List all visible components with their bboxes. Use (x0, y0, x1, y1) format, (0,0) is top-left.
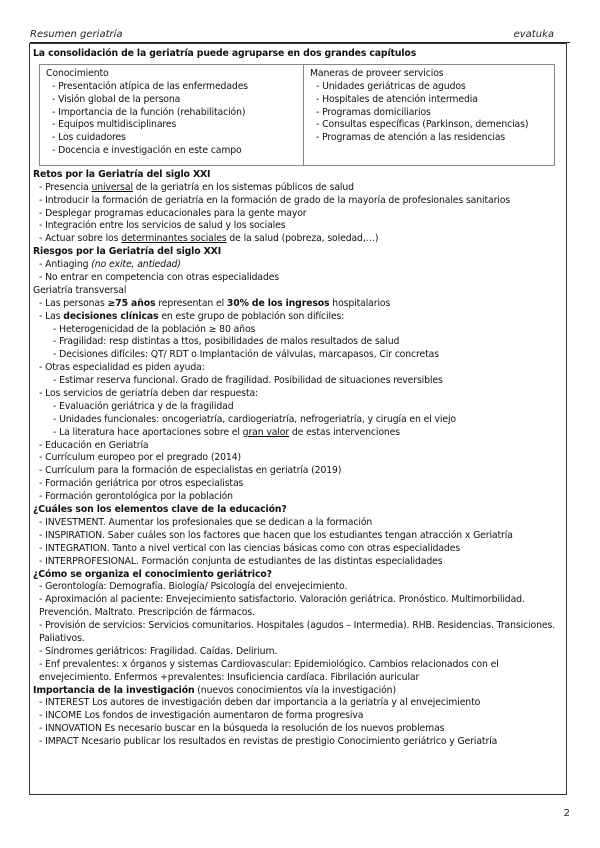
list-item: - Introducir la formación de geriatría en la formación de grado de la mayoría de profesionales sanitarios (39, 194, 511, 206)
list-item: - Síndromes geriátricos: Fragilidad. Caídas. Delirium. (39, 645, 278, 657)
section-title-educacion: ¿Cuáles son los elementos clave de la educación? (33, 504, 287, 516)
sub-list-item: - Unidades funcionales: oncogeriatría, cardiogeriatría, nefrogeriatría, y cirugía en el viejo (53, 413, 456, 425)
sub-list-item: - Estimar reserva funcional. Grado de fragilidad. Posibilidad de situaciones reversibles (53, 375, 443, 387)
list-item: - Los servicios de geriatría deben dar respuesta: (39, 388, 259, 400)
list-item: - Currículum europeo por el pregrado (2014) (39, 452, 242, 464)
list-item: - Integración entre los servicios de salud y los sociales (39, 220, 286, 232)
sub-list-item: - Decisiones difíciles: QT/ RDT o Implantación de válvulas, marcapasos, Cir concretas (53, 349, 439, 361)
list-item: - INCOME Los fondos de investigación aumentaron de forma progresiva (39, 710, 364, 722)
list-item: - No entrar en competencia con otras especialidades (39, 272, 280, 284)
list-item: - Equipos multidisciplinares (52, 119, 177, 131)
list-item: - Visión global de la persona (52, 93, 181, 105)
two-column-box (39, 64, 555, 166)
page-number: 2 (563, 808, 570, 819)
section-title-transversal: Geriatría transversal (33, 284, 127, 296)
list-item: - INTERPROFESIONAL. Formación conjunta de estudiantes de las distintas especialidades (39, 555, 443, 567)
list-item: - Provisión de servicios: Servicios comunitarios. Hospitales (agudos – Intermedia). RHB. Residencias. Transiciones. Paliativos. (39, 620, 556, 644)
list-item: - Las decisiones clínicas en este grupo de población son difíciles: (39, 310, 345, 322)
list-item: - IMPACT Ncesario publicar los resultados en revistas de prestigio Conocimiento geriátrico y Geriatría (39, 736, 498, 748)
section-title-retos: Retos por la Geriatría del siglo XXI (33, 168, 211, 180)
list-item: - Programas de atención a las residencias (316, 132, 506, 144)
list-item: - Aproximación al paciente: Envejecimiento satisfactorio. Valoración geriátrica. Pronóstico. Multimorbilidad. Prevención. Maltrato. Prescripción de fármacos. (39, 594, 525, 619)
list-item: - Presentación atípica de las enfermedades (52, 80, 249, 92)
header-author: evatuka (513, 29, 554, 40)
list-item: - Antiaging (no exite, antiedad) (39, 259, 181, 271)
column-servicios (304, 65, 554, 165)
list-item: - Enf prevalentes: x órganos y sistemas Cardiovascular: Epidemiológico. Cambios relacionados con el envejecimiento. Enfermos +prevalentes: Insuficiencia cardíaca. Fibrilación auricular (39, 658, 499, 683)
list-item: - Educación en Geriatría (39, 439, 149, 451)
column-conocimiento (40, 65, 304, 165)
list-item: - Currículum para la formación de especialistas en geriatría (2019) (39, 465, 342, 477)
list-item: - INTEREST Los autores de investigación deben dar importancia a la geriatría y al envejecimiento (39, 697, 481, 709)
header-title: Resumen geriatría (30, 29, 123, 40)
list-item: - Hospitales de atención intermedia (316, 93, 478, 105)
list-item: - Las personas ≥75 años representan el 30% de los ingresos hospitalarios (39, 297, 391, 309)
list-item: - Gerontología: Demografía. Biología/ Psicología del envejecimiento. (39, 581, 348, 593)
section-title-consolidacion: La consolidación de la geriatría puede agruparse en dos grandes capítulos (33, 48, 417, 59)
list-item: - Otras especialidad es piden ayuda: (39, 362, 205, 374)
section-title-riesgos: Riesgos por la Geriatría del siglo XXI (33, 246, 222, 258)
list-item: - INTEGRATION. Tanto a nivel vertical con las ciencias básicas como con otras especialidades (39, 542, 461, 554)
sub-list-item: - Heterogenicidad de la población ≥ 80 años (53, 323, 256, 335)
list-item: - Docencia e investigación en este campo (52, 145, 242, 157)
content-frame (29, 43, 567, 795)
list-item: - Formación gerontológica por la población (39, 491, 233, 503)
list-item: - INSPIRATION. Saber cuáles son los factores que hacen que los estudiantes tengan atracción x Geriatría (39, 529, 513, 541)
list-item: - Programas domiciliarios (316, 106, 431, 118)
list-item: - INVESTMENT. Aumentar los profesionales que se dedican a la formación (39, 516, 373, 528)
list-item: - Unidades geriátricas de agudos (316, 80, 466, 92)
list-item: - Formación geriátrica por otros especialistas (39, 478, 244, 490)
sub-list-item: - Fragilidad: resp distintas a ttos, posibilidades de malos resultados de salud (53, 336, 400, 348)
sub-list-item: - Evaluación geriátrica y de la fragilidad (53, 400, 234, 412)
column-title: Maneras de proveer servicios (310, 67, 444, 79)
page-header (30, 29, 570, 43)
list-item: - Actuar sobre los determinantes sociales de la salud (pobreza, soledad,…) (39, 233, 379, 245)
sub-list-item: - La literatura hace aportaciones sobre el gran valor de estas intervenciones (53, 426, 401, 438)
column-title: Conocimiento (46, 67, 109, 79)
section-title-investigacion: Importancia de la investigación (nuevos conocimientos vía la investigación) (33, 684, 396, 696)
list-item: - Importancia de la función (rehabilitación) (52, 106, 246, 118)
list-item: - INNOVATION Es necesario buscar en la búsqueda la resolución de los nuevos problemas (39, 723, 445, 735)
list-item: - Consultas específicas (Parkinson, demencias) (316, 119, 529, 131)
list-item: - Presencia universal de la geriatría en los sistemas públicos de salud (39, 181, 354, 193)
list-item: - Desplegar programas educacionales para la gente mayor (39, 207, 307, 219)
list-item: - Los cuidadores (52, 132, 126, 144)
section-title-conocimiento: ¿Cómo se organiza el conocimiento geriátrico? (33, 568, 272, 580)
